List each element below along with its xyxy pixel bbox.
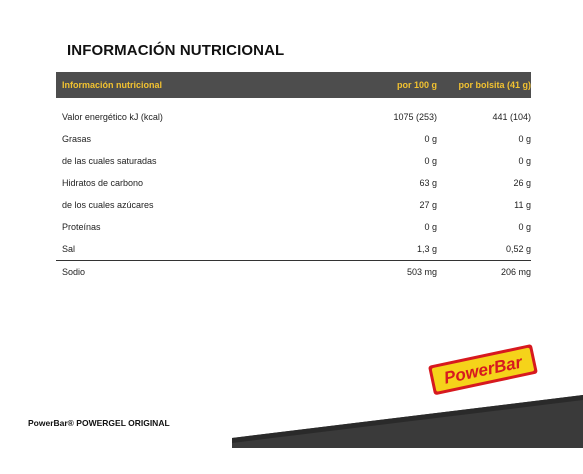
cell-nutrient: Sal bbox=[62, 244, 76, 254]
cell-per-sachet: 0 g bbox=[518, 156, 531, 166]
header-per-sachet: por bolsita (41 g) bbox=[458, 80, 531, 90]
cell-nutrient: de los cuales azúcares bbox=[62, 200, 154, 210]
powerbar-logo bbox=[428, 344, 538, 395]
cell-per-100g: 0 g bbox=[424, 222, 437, 232]
cell-nutrient: Sodio bbox=[62, 267, 86, 277]
cell-per-100g: 63 g bbox=[419, 178, 437, 188]
cell-per-100g: 503 mg bbox=[406, 267, 437, 277]
cell-nutrient: Valor energético kJ (kcal) bbox=[62, 112, 163, 122]
cell-per-100g: 1075 (253) bbox=[393, 112, 437, 122]
cell-per-sachet: 0 g bbox=[518, 222, 531, 232]
cell-nutrient: de las cuales saturadas bbox=[62, 156, 157, 166]
product-name: PowerBar® POWERGEL ORIGINAL bbox=[28, 418, 170, 428]
cell-per-100g: 27 g bbox=[419, 200, 437, 210]
cell-per-sachet: 206 mg bbox=[500, 267, 531, 277]
cell-nutrient: Hidratos de carbono bbox=[62, 178, 144, 188]
cell-per-sachet: 11 g bbox=[514, 200, 531, 210]
header-nutrient: Información nutricional bbox=[62, 80, 163, 90]
logo-text: PowerBar bbox=[442, 352, 524, 388]
cell-per-100g: 0 g bbox=[424, 134, 437, 144]
header-per-100g: por 100 g bbox=[396, 80, 437, 90]
cell-per-sachet: 26 g bbox=[513, 178, 531, 188]
cell-per-sachet: 441 (104) bbox=[492, 112, 531, 122]
cell-per-100g: 1,3 g bbox=[416, 244, 437, 254]
cell-per-sachet: 0,52 g bbox=[505, 244, 531, 254]
page-title: INFORMACIÓN NUTRICIONAL bbox=[67, 42, 285, 59]
cell-per-sachet: 0 g bbox=[518, 134, 531, 144]
cell-nutrient: Proteínas bbox=[62, 222, 101, 232]
cell-nutrient: Grasas bbox=[62, 134, 92, 144]
cell-per-100g: 0 g bbox=[424, 156, 437, 166]
